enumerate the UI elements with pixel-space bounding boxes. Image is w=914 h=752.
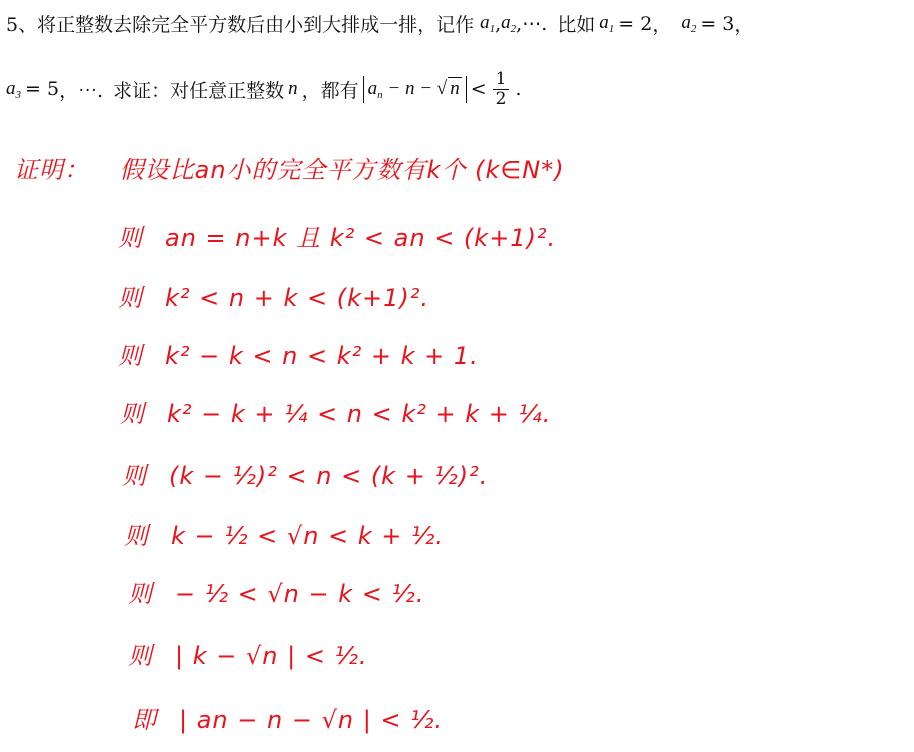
step-label: 则 [128, 642, 153, 670]
problem-number: 5、 [6, 14, 38, 36]
proof-step [124, 516, 444, 551]
proof-assumption: 假设比an小的完全平方数有k个 (k∈N*) [119, 156, 565, 184]
example-separator: ， [652, 14, 672, 36]
step-label: 则 [118, 224, 143, 252]
seq-separator: , [495, 12, 502, 35]
example-a1-value: = 2 [618, 12, 653, 35]
problem-text-a: 将正整数去除完全平方数后由小到大排成一排，记作 [37, 14, 475, 36]
step-label: 则 [124, 522, 149, 550]
seq-ellipsis: ,⋯. [516, 12, 548, 35]
problem-text-c: 求证：对任意正整数 [113, 79, 285, 102]
step-expression: − ½ < √n − k < ½. [175, 580, 425, 608]
fraction-one-half: $\frac{1}{2}$ [493, 70, 510, 108]
proof-header [14, 150, 565, 185]
proof-label: 证明： [14, 156, 89, 184]
example-a3-value: = 5 [25, 78, 60, 101]
step-label: 则 [120, 400, 145, 428]
step-expression: k² < n + k < (k+1)². [165, 284, 429, 312]
step-expression: | k − √n | < ½. [175, 642, 368, 670]
seq-term-a2: $a_2$ [501, 12, 517, 35]
example-a2-value: = 3 [700, 12, 735, 35]
proof-step [128, 636, 367, 671]
step-label: 即 [132, 706, 157, 734]
proof-step [122, 456, 488, 491]
example-ellipsis: ，⋯. [59, 79, 104, 102]
step-label: 则 [122, 462, 147, 490]
absolute-value-expression: $a_n - n$ − √ n [363, 76, 467, 103]
step-expression: (k − ½)² < n < (k + ½)². [169, 462, 489, 490]
proof-step [118, 336, 479, 371]
step-expression: k² − k + ¼ < n < k² + k + ¼. [167, 400, 552, 428]
step-label: 则 [118, 284, 143, 312]
variable-n: n [288, 78, 298, 100]
step-expression: k² − k < n < k² + k + 1. [165, 342, 479, 370]
step-label: 则 [128, 580, 153, 608]
example-a2: $a_2$ [681, 12, 697, 35]
proof-step [118, 278, 429, 313]
problem-line-1 [6, 10, 753, 37]
seq-term-a1: $a_1$ [480, 12, 496, 35]
statement-period: . [515, 78, 522, 101]
example-a3: $a_3$ [6, 77, 21, 101]
problem-text-d: ，都有 [301, 79, 359, 102]
step-expression: | an − n − √n | < ½. [179, 706, 444, 734]
problem-line-2 [6, 70, 522, 108]
proof-step [118, 218, 556, 253]
less-than-sign: < [470, 78, 487, 101]
example-separator: ， [734, 14, 754, 36]
step-expression: k − ½ < √n < k + ½. [171, 522, 444, 550]
proof-conclusion [132, 700, 443, 735]
problem-text-b: 比如 [557, 14, 596, 36]
example-a1: $a_1$ [599, 12, 615, 35]
step-label: 则 [118, 342, 143, 370]
proof-step [120, 394, 551, 429]
proof-step [128, 574, 424, 609]
step-expression: an = n+k 且 k² < an < (k+1)². [165, 224, 557, 252]
